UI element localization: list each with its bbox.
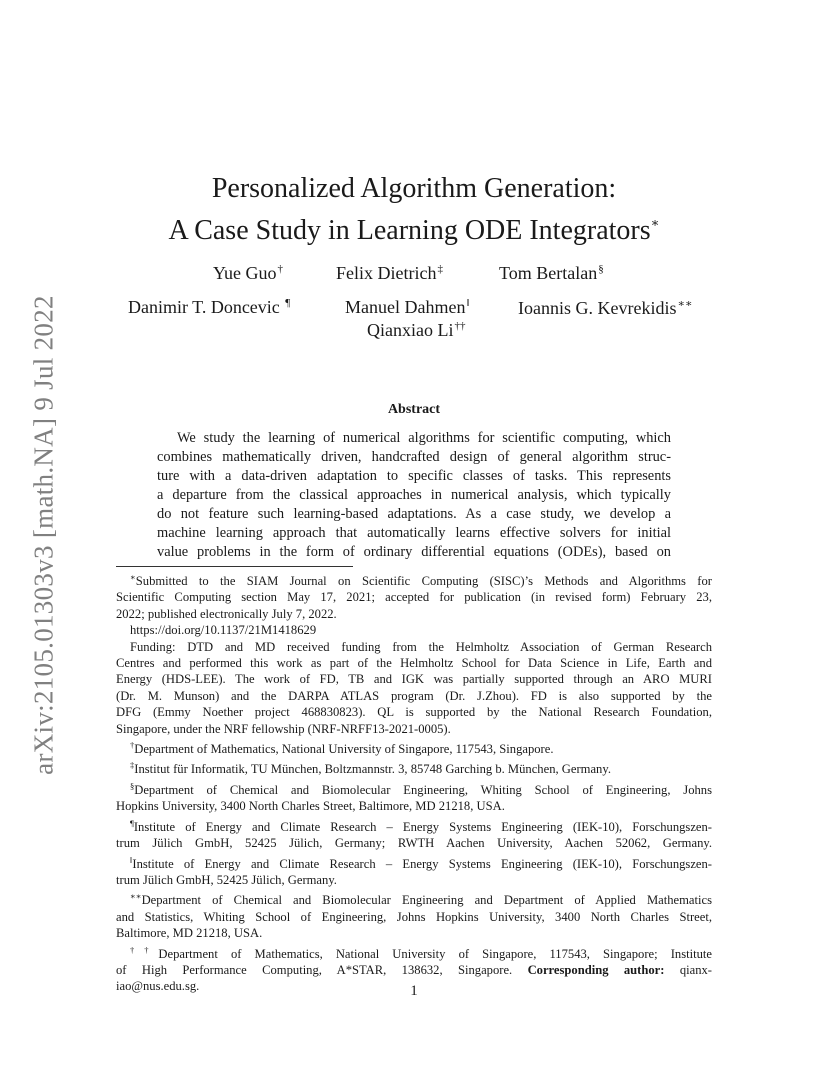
footnote-section-cont: Hopkins University, 3400 North Charles Street, Baltimore, MD 21218, USA. [116,799,505,814]
footnote-funding-cont: DFG (Emmy Noether project 468830823). QL is supported by the National Research Foundation, [116,705,712,720]
footnote-double-star-cont: Baltimore, MD 21218, USA. [116,926,263,941]
corresponding-email[interactable]: iao@nus.edu.sg. [116,979,200,994]
paper-title [0,172,828,248]
author-danimir-doncevic: Danimir T. Doncevic ¶ [128,297,291,317]
footnote-double-dagger-cont: of High Performance Computing, A*STAR, 138632, Singapore. Corresponding author: qianx- [116,962,712,977]
author-manuel-dahmen: Manuel Dahmen‖ [345,297,470,317]
author-yue-guo: Yue Guo† [213,263,283,283]
corresponding-author-label: Corresponding author: [527,962,665,977]
footnote-pilcrow: ¶Institute of Energy and Climate Research – Energy Systems Engineering (IEK-10), Forschungszen- [130,817,712,834]
footnote-doi-link[interactable]: https://doi.org/10.1137/21M1418629 [130,623,317,638]
title-footnote-mark: ∗ [650,215,660,230]
abstract-line: value problems in the form of ordinary differential equations (ODEs), based on [157,544,671,560]
footnote-parallel: ‖Institute of Energy and Climate Research – Energy Systems Engineering (IEK-10), Forschungszen- [130,854,712,871]
arxiv-identifier-stamp: arXiv:2105.01303v3 [math.NA] 9 Jul 2022 [28,295,59,775]
page-number: 1 [410,983,418,999]
footnote-submitted-cont: Scientific Computing section May 17, 2021; accepted for publication (in revised form) February 23, [116,590,712,605]
footnote-parallel-cont: trum Jülich GmbH, 52425 Jülich, Germany. [116,872,337,887]
footnotes [116,569,712,995]
title-line-1: Personalized Algorithm Generation: [211,173,617,204]
author-qianxiao-li: Qianxiao Li†† [367,320,466,340]
footnote-ddagger: ‡Institut für Informatik, TU München, Boltzmannstr. 3, 85748 Garching b. München, Germany. [130,760,611,777]
footnote-pilcrow-cont: trum Jülich GmbH, 52425 Jülich, Germany; RWTH Aachen University, Aachen 52062, Germany. [116,836,712,851]
footnote-submitted-cont: 2022; published electronically July 7, 2022. [116,606,337,621]
footnote-funding-cont: (Dr. M. Munson) and the DARPA ATLAS program (Dr. J.Zhou). FD is also supported by the [116,688,712,703]
footnote-submitted: ∗Submitted to the SIAM Journal on Scientific Computing (SISC)’s Methods and Algorithms for [130,572,712,588]
abstract-line: ture with a data-driven adaptation to specific classes of tasks. This represents [157,468,671,484]
title-line-2: A Case Study in Learning ODE Integrators∗ [168,215,660,246]
abstract-line: do not feature such learning-based adaptations. As a case study, we develop a [157,506,671,522]
abstract-heading: Abstract [387,402,441,417]
footnote-rule [116,566,353,567]
abstract-line: a departure from the classical approaches in numerical analysis, which typically [157,487,671,503]
footnote-double-star: ∗∗Department of Chemical and Biomolecular Engineering and Department of Applied Mathematics [130,891,712,908]
footnote-dagger: †Department of Mathematics, National University of Singapore, 117543, Singapore. [130,740,554,757]
footnote-double-dagger: ††Department of Mathematics, National University of Singapore, 117543, Singapore; Institute [130,944,712,961]
author-tom-bertalan: Tom Bertalan§ [499,263,604,283]
footnote-section: §Department of Chemical and Biomolecular Engineering, Whiting School of Engineering, Johns [130,780,712,797]
footnote-funding-cont: Energy (HDS-LEE). The work of FD, TB and IGK was partially supported through an ARO MURI [116,672,712,687]
footnote-funding-cont: Singapore, under the NRF fellowship (NRF-NRFF13-2021-0005). [116,721,451,736]
abstract-body [157,429,671,562]
abstract-line: We study the learning of numerical algorithms for scientific computing, which [177,430,671,446]
author-ioannis-kevrekidis: Ioannis G. Kevrekidis∗∗ [518,298,693,318]
abstract-line: combines mathematically driven, handcrafted design of general algorithm struc- [157,449,671,465]
abstract-line: machine learning approach that automatically learns effective solvers for initial [157,525,671,541]
footnote-funding-cont: Centres and performed this work as part of the Helmholtz School for Data Science in Life, Earth and [116,656,712,671]
footnote-double-star-cont: and Statistics, Whiting School of Engineering, Johns Hopkins University, 3400 North Charles Street, [116,909,712,924]
footnote-funding: Funding: DTD and MD received funding from the Helmholtz Association of German Research [130,639,712,654]
author-felix-dietrich: Felix Dietrich‡ [336,263,443,283]
